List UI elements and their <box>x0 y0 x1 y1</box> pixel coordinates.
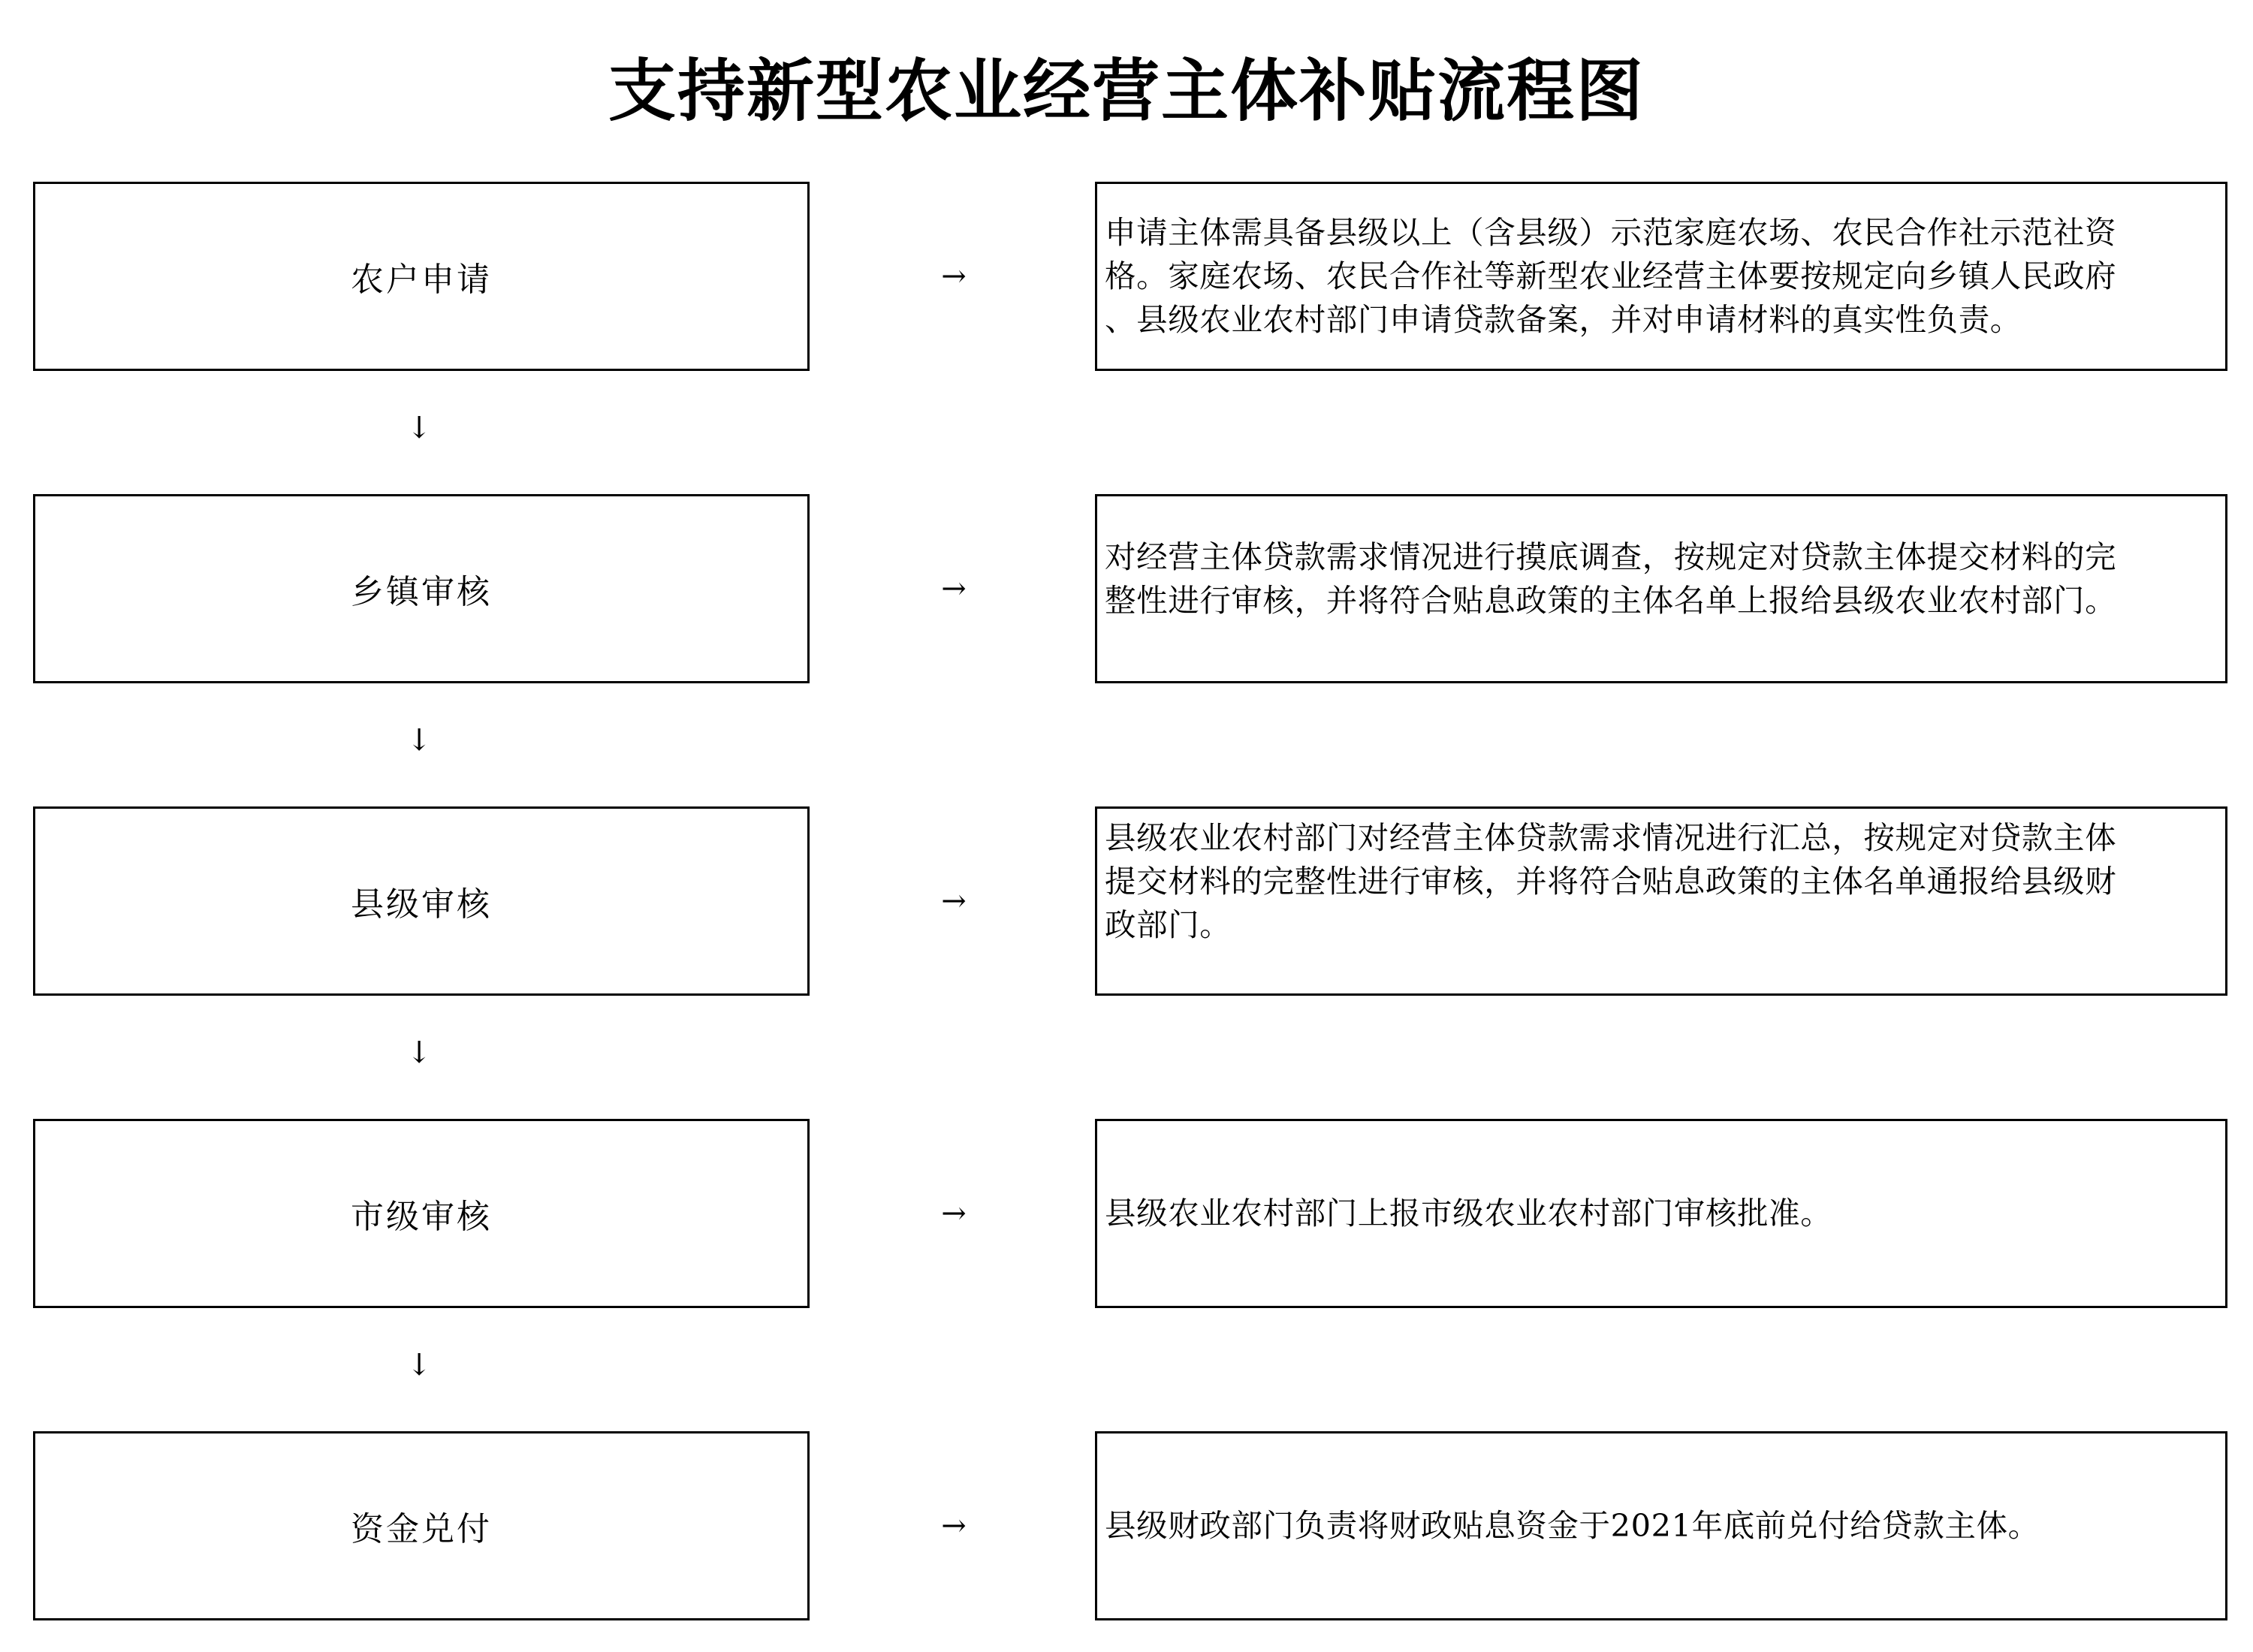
page-title: 支持新型农业经营主体补贴流程图 <box>608 52 1645 131</box>
description-box-fund-payment <box>1095 1431 2227 1620</box>
description-line: 提交材料的完整性进行审核，并将符合贴息政策的主体名单通报给县级财 <box>1105 863 2117 900</box>
step-box-apply <box>33 182 810 371</box>
description-text-fund-payment <box>1105 1504 2040 1548</box>
step-box-city-review <box>33 1119 810 1308</box>
step-label-county-review: 县级审核 <box>351 885 492 924</box>
right-arrow-icon: → <box>941 571 967 606</box>
description-line: 政部门。 <box>1105 906 1232 943</box>
description-line: 县级农业农村部门对经营主体贷款需求情况进行汇总，按规定对贷款主体 <box>1105 819 2117 856</box>
step-label-fund-payment: 资金兑付 <box>351 1510 492 1548</box>
description-line: 格。家庭农场、农民合作社等新型农业经营主体要按规定向乡镇人民政府 <box>1105 258 2117 294</box>
right-arrow-icon: → <box>941 1509 967 1543</box>
description-text-county-review <box>1105 816 2116 947</box>
step-label-town-review: 乡镇审核 <box>351 573 492 611</box>
flow-row-county-review <box>0 806 2253 996</box>
description-line: 申请主体需具备县级以上（含县级）示范家庭农场、农民合作社示范社资 <box>1105 214 2117 251</box>
description-text-apply <box>1105 211 2116 342</box>
down-arrow-icon: ↓ <box>406 1036 432 1070</box>
right-arrow-icon: → <box>941 259 967 294</box>
description-box-county-review <box>1095 806 2227 996</box>
down-arrow-icon: ↓ <box>406 1348 432 1382</box>
down-arrow-icon: ↓ <box>406 411 432 445</box>
step-box-town-review <box>33 494 810 683</box>
description-line: 整性进行审核，并将符合贴息政策的主体名单上报给县级农业农村部门。 <box>1105 582 2117 619</box>
step-label-apply: 农户申请 <box>351 261 492 299</box>
description-text-city-review <box>1105 1192 1832 1235</box>
description-line: 县级财政部门负责将财政贴息资金于2021年底前兑付给贷款主体。 <box>1105 1507 2040 1544</box>
flow-row-fund-payment <box>0 1431 2253 1620</box>
description-box-city-review <box>1095 1119 2227 1308</box>
description-box-apply <box>1095 182 2227 371</box>
description-line: 对经营主体贷款需求情况进行摸底调查，按规定对贷款主体提交材料的完 <box>1105 538 2117 575</box>
description-line: 县级农业农村部门上报市级农业农村部门审核批准。 <box>1105 1195 1832 1231</box>
description-text-town-review <box>1105 535 2116 623</box>
description-box-town-review <box>1095 494 2227 683</box>
down-arrow-icon: ↓ <box>406 723 432 758</box>
right-arrow-icon: → <box>941 1196 967 1231</box>
description-line: 、县级农业农村部门申请贷款备案，并对申请材料的真实性负责。 <box>1105 301 2022 338</box>
step-label-city-review: 市级审核 <box>351 1198 492 1236</box>
step-box-county-review <box>33 806 810 996</box>
flow-row-apply <box>0 182 2253 371</box>
flow-row-town-review <box>0 494 2253 683</box>
flow-row-city-review <box>0 1119 2253 1308</box>
step-box-fund-payment <box>33 1431 810 1620</box>
right-arrow-icon: → <box>941 884 967 918</box>
